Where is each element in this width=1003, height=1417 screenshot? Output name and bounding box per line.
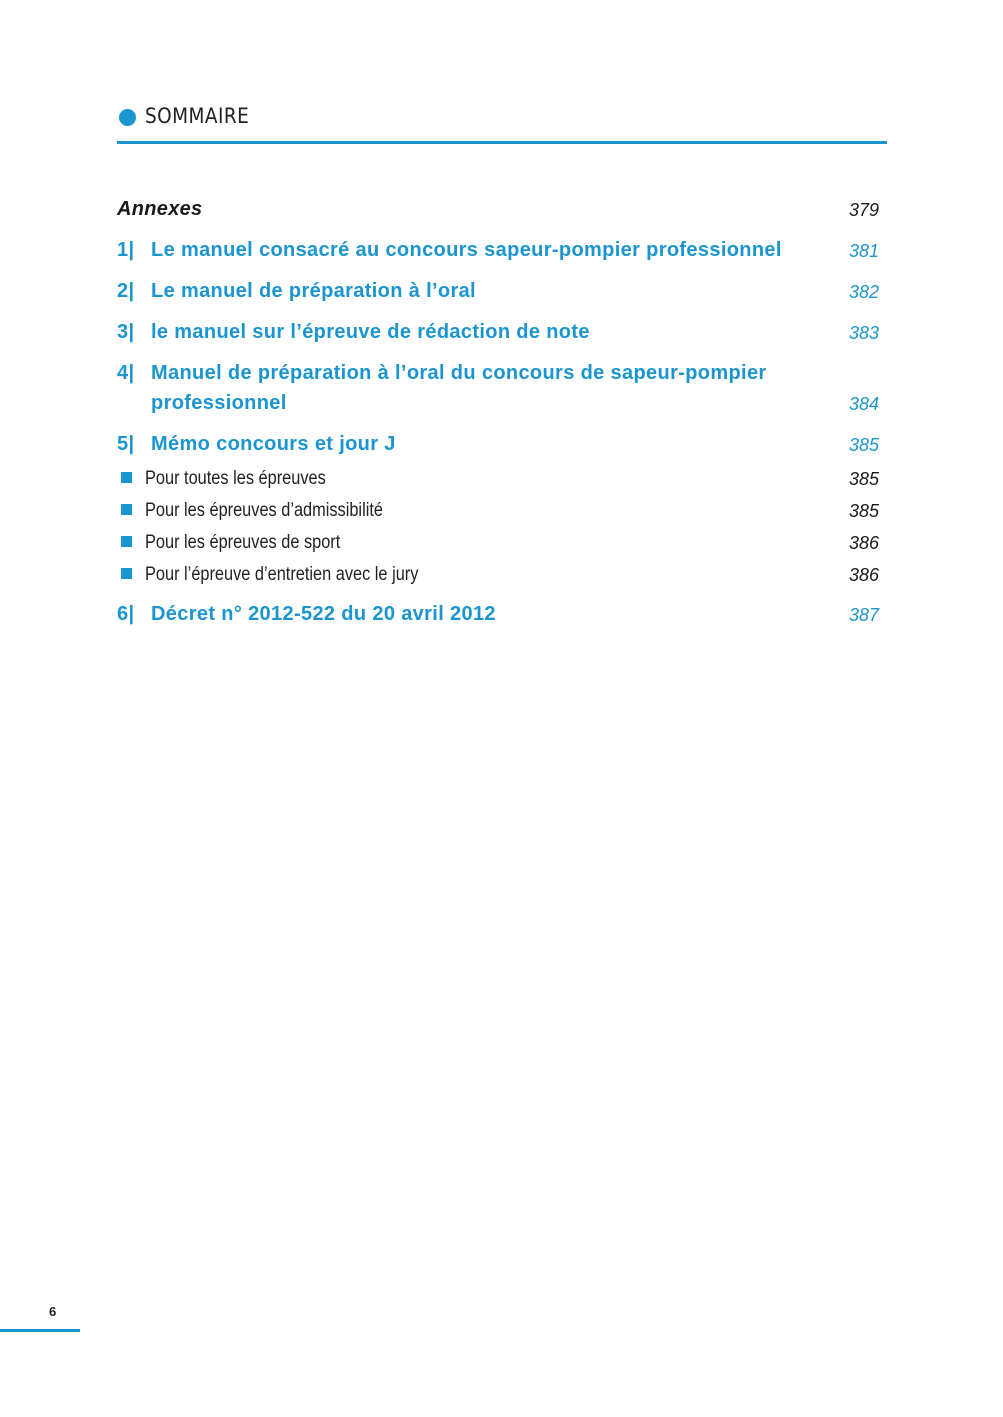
square-bullet-icon	[121, 536, 132, 547]
toc-subentry-text: Pour l’épreuve d’entretien avec le jury	[145, 564, 419, 585]
toc-page-number: 383	[848, 323, 879, 343]
toc-subentry-text: Pour toutes les épreuves	[145, 468, 326, 489]
toc-entry-number: 6|	[117, 603, 135, 625]
toc-entry-title	[117, 280, 476, 303]
page-number: 6	[49, 1304, 57, 1319]
toc-section-title: Annexes	[117, 198, 203, 220]
toc-page-number: 386	[848, 533, 879, 553]
toc-entry-text: le manuel sur l’épreuve de rédaction de note	[151, 321, 590, 343]
toc-entry-number: 3|	[117, 321, 135, 343]
footer-divider	[0, 1329, 80, 1332]
toc-page-number: 379	[848, 200, 879, 220]
toc-entry-number: 4|	[117, 362, 135, 384]
bullet-dot-icon	[119, 109, 136, 126]
square-bullet-icon	[121, 472, 132, 483]
toc-page-number: 382	[848, 282, 879, 302]
square-bullet-icon	[121, 568, 132, 579]
toc-page-number: 386	[848, 565, 879, 585]
toc-page-number: 385	[848, 469, 879, 489]
toc-entry-text: Décret n° 2012-522 du 20 avril 2012	[151, 603, 496, 625]
toc-entry-number: 2|	[117, 280, 135, 302]
toc-page-number: 384	[848, 394, 879, 414]
toc-entry-number: 5|	[117, 433, 135, 455]
square-bullet-icon	[121, 504, 132, 515]
page-header	[117, 101, 887, 145]
toc-subentry-text: Pour les épreuves de sport	[145, 532, 341, 553]
toc-entry-number: 1|	[117, 239, 135, 261]
toc-entry-title	[117, 433, 396, 456]
toc-entry-text: Le manuel consacré au concours sapeur-pompier professionnel	[151, 239, 782, 261]
toc-entry-text: Manuel de préparation à l’oral du concours de sapeur-pompier	[151, 362, 767, 384]
toc-entry-text-continued: professionnel	[151, 392, 287, 414]
page-title: SOMMAIRE	[145, 104, 250, 128]
toc-page-number: 381	[848, 241, 879, 261]
toc-page-number: 385	[848, 435, 879, 455]
toc-entry-text: Le manuel de préparation à l’oral	[151, 280, 476, 302]
toc-page-number: 387	[848, 605, 879, 625]
toc-entry-title	[117, 362, 767, 385]
toc-entry-text: Mémo concours et jour J	[151, 433, 396, 455]
toc-subentry-text: Pour les épreuves d’admissibilité	[145, 500, 383, 521]
toc-entry-title	[117, 321, 590, 344]
toc-entry-title	[117, 239, 782, 262]
toc-page-number: 385	[848, 501, 879, 521]
header-divider	[117, 141, 887, 144]
toc-entry-title	[117, 603, 496, 626]
